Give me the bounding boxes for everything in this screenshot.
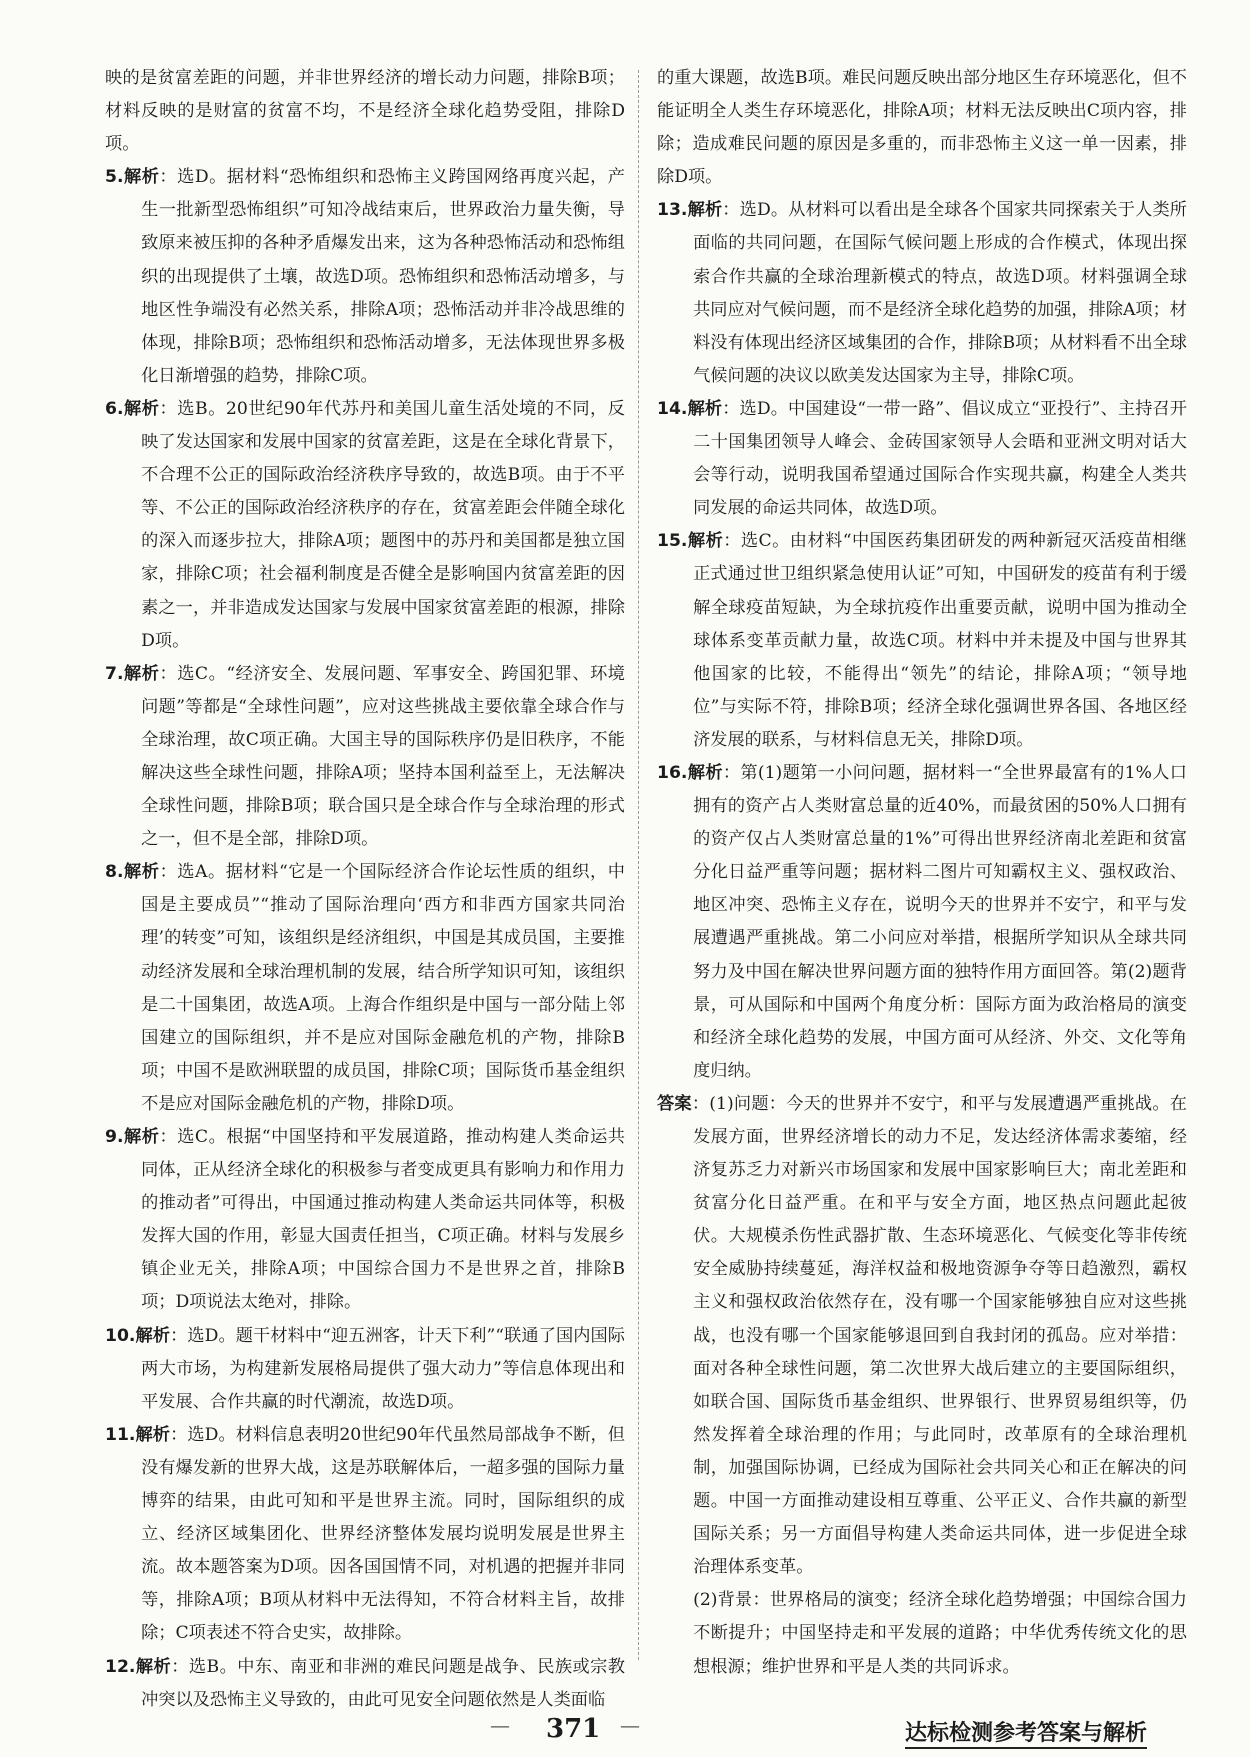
question-number: 6. (105, 398, 124, 419)
analysis-text: ：选D。据材料“恐怖组织和恐怖主义跨国网络再度兴起，产生一批新型恐怖组织”可知冷战结束后，世界政治力量失衡，导致原来被压抑的各种矛盾爆发出来，这为各种恐怖活动和恐怖组织的出现提供了土壤，故选D项。恐怖组织和恐怖活动增多，与地区性争端没有必然关系，排除A项；恐怖活动并非冷战思维的体现，排除B项；恐怖组织和恐怖活动增多，无法体现世界多极化日渐增强的趋势，排除C项。 (141, 167, 625, 386)
analysis-tag: 解析 (123, 663, 160, 684)
question-item (105, 856, 625, 1121)
answer-paragraph-2: (2)背景：世界格局的演变；经济全球化趋势增强；中国综合国力不断提升；中国坚持走和平发展的道路；中华优秀传统文化的思想根源；维护世界和平是人类的共同诉求。 (693, 1590, 1187, 1677)
analysis-text: ：选B。20世纪90年代苏丹和美国儿童生活处境的不同，反映了发达国家和发展中国家的贫富差距，这是在全球化背景下，不合理不公正的国际政治经济秩序导致的，故选B项。由于不平等、不公正的国际政治经济秩序的存在，贫富差距会伴随全球化的深入而逐步拉大，排除A项；题图中的苏丹和美国都是独立国家，排除C项；社会福利制度是否健全是影响国内贫富差距的因素之一，并非造成发达国家与发展中国家贫富差距的根源，排除D项。 (141, 398, 625, 651)
analysis-tag: 解析 (123, 1127, 160, 1147)
analysis-tag: 解析 (135, 1656, 172, 1677)
analysis-text: ：选A。据材料“它是一个国际经济合作论坛性质的组织，中国是主要成员”“推动了国际治理向‘西方和非西方国家共同治理’的转变”可知，该组织是经济组织，中国是其成员国，主要推动经济发展和全球治理机制的发展，结合所学知识可知，该组织是二十国集团，故选A项。上海合作组织是中国与一部分陆上邻国建立的国际组织，并不是应对国际金融危机的产物，排除B项；中国不是欧洲联盟的成员国，排除C项；国际货币基金组织不是应对国际金融危机的产物，排除D项。 (141, 862, 625, 1114)
analysis-tag: 解析 (687, 398, 723, 419)
question-item (105, 1320, 625, 1419)
analysis-text: ：选C。根据“中国坚持和平发展道路，推动构建人类命运共同体，正从经济全球化的积极参与者变成更具有影响力和作用力的推动者”可得出，中国通过推动构建人类命运共同体等，积极发挥大国的作用，彰显大国责任担当，C项正确。材料与发展乡镇企业无关，排除A项；中国综合国力不是世界之首，排除B项；D项说法太绝对，排除。 (141, 1127, 625, 1313)
question-item (105, 1419, 625, 1651)
analysis-tag: 解析 (123, 398, 160, 419)
question-item (105, 1651, 625, 1717)
question-item (657, 757, 1187, 1088)
analysis-text: ：选D。题干材料中“迎五洲客，计天下利”“联通了国内国际两大市场，为构建新发展格局提供了强大动力”等信息体现出和平发展、合作共赢的时代潮流，故选D项。 (141, 1325, 625, 1412)
question-number: 9. (105, 1127, 124, 1147)
analysis-text: ：选C。由材料“中国医药集团研发的两种新冠灭活疫苗相继正式通过世卫组织紧急使用认证”可知，中国研发的疫苗有利于缓解全球疫苗短缺，为全球抗疫作出重要贡献，说明中国为推动全球体系变革贡献力量，故选C项。材料中并未提及中国与世界其他国家的比较，不能得出“领先”的结论，排除A项；“领导地位”与实际不符，排除B项；经济全球化强调世界各国、各地区经济发展的联系，与材料信息无关，排除D项。 (693, 531, 1187, 750)
analysis-tag: 解析 (687, 531, 724, 552)
question-number: 12. (105, 1656, 136, 1677)
continued-text-right: 的重大课题，故选B项。难民问题反映出部分地区生存环境恶化，但不能证明全人类生存环境恶化，排除A项；材料无法反映出C项内容，排除；造成难民问题的原因是多重的，而非恐怖主义这一单一因素，排除D项。 (657, 68, 1187, 188)
analysis-tag: 解析 (135, 1424, 171, 1445)
analysis-text: ：第(1)题第一小问问题，据材料一“全世界最富有的1%人口拥有的资产占人类财富总量的近40%，而最贫困的50%人口拥有的资产仅占人类财富总量的1%”可得出世界经济南北差距和贫富分化日益严重等问题；据材料二图片可知霸权主义、强权政治、地区冲突、恐怖主义存在，说明今天的世界并不安宁，和平与发展遭遇严重挑战。第二小问应对举措，根据所学知识从全球共同努力及中国在解决世界问题方面的独特作用方面回答。第(2)题背景，可从国际和中国两个角度分析：国际方面为政治格局的演变和经济全球化趋势的发展，中国方面可从经济、外交、文化等角度归纳。 (693, 762, 1187, 1081)
question-item (657, 393, 1187, 525)
answer-block (657, 1088, 1187, 1584)
question-number: 7. (105, 663, 124, 684)
question-item (105, 658, 625, 857)
answer-text: ：(1)问题：今天的世界并不安宁，和平与发展遭遇严重挑战。在发展方面，世界经济增长的动力不足，发达经济体需求萎缩，经济复苏乏力对新兴市场国家和发展中国家影响巨大；南北差距和贫富分化日益严重。在和平与安全方面，地区热点问题此起彼伏。大规模杀伤性武器扩散、生态环境恶化、气候变化等非传统安全威胁持续蔓延，海洋权益和极地资源争夺等日趋激烈，霸权主义和强权政治依然存在，没有哪一个国家能够独自应对这些挑战，也没有哪一个国家能够退回到自我封闭的孤岛。应对举措：面对各种全球性问题，第二次世界大战后建立的主要国际组织，如联合国、国际货币基金组织、世界银行、世界贸易组织等，仍然发挥着全球治理的作用；与此同时，改革原有的全球治理机制，加强国际协调，已经成为国际社会共同关心和正在解决的问题。中国一方面推动建设相互尊重、公平正义、合作共赢的新型国际关系；另一方面倡导构建人类命运共同体，进一步促进全球治理体系变革。 (691, 1093, 1187, 1578)
question-number: 14. (657, 398, 688, 419)
analysis-tag: 解析 (135, 1325, 171, 1346)
page-number: 371 (546, 1714, 601, 1744)
analysis-tag: 解析 (687, 762, 723, 783)
right-item-list (657, 194, 1187, 1088)
question-item (105, 1121, 625, 1320)
continued-text: 映的是贫富差距的问题，并非世界经济的增长动力问题，排除B项；材料反映的是财富的贫富不均，不是经济全球化趋势受阻，排除D项。 (105, 68, 625, 155)
analysis-text: ：选D。中国建设“一带一路”、倡议成立“亚投行”、主持召开二十国集团领导人峰会、金砖国家领导人会晤和亚洲文明对话大会等行动，说明我国希望通过国际合作实现共赢，构建全人类共同发展的命运共同体，故选D项。 (693, 398, 1187, 519)
footer-title: 达标检测参考答案与解析 (905, 1716, 1147, 1749)
question-item (657, 525, 1187, 757)
footer-dash-left: — (490, 1713, 510, 1737)
analysis-text: ：选D。从材料可以看出是全球各个国家共同探索关于人类所面临的共同问题，在国际气候问题上形成的合作模式，体现出探索合作共赢的全球治理新模式的特点，故选D项。材料强调全球共同应对气候问题，而不是经济全球化趋势的加强，排除A项；材料没有体现出经济区域集团的合作，排除B项；从材料看不出全球气候问题的决议以欧美发达国家为主导，排除C项。 (693, 200, 1187, 386)
question-number: 5. (105, 167, 124, 188)
analysis-text: ：选B。中东、南亚和非洲的难民问题是战争、民族或宗教冲突以及恐怖主义导致的，由此可见安全问题依然是人类面临 (141, 1656, 625, 1710)
question-number: 15. (657, 531, 688, 552)
column-divider (638, 70, 639, 1660)
question-item (105, 161, 625, 393)
analysis-text: ：选C。“经济安全、发展问题、军事安全、跨国犯罪、环境问题”等都是“全球性问题”，应对这些挑战主要依靠全球合作与全球治理，故C项正确。大国主导的国际秩序仍是旧秩序，不能解决这些全球性问题，排除A项；坚持本国利益至上，无法解决全球性问题，排除B项；联合国只是全球合作与全球治理的形式之一，但不是全部，排除D项。 (141, 663, 625, 850)
question-number: 8. (105, 862, 124, 883)
question-number: 11. (105, 1424, 136, 1445)
analysis-tag: 解析 (687, 200, 723, 221)
footer-dash-right: — (620, 1713, 640, 1737)
analysis-text: ：选D。材料信息表明20世纪90年代虽然局部战争不断，但没有爆发新的世界大战，这是苏联解体后，一超多强的国际力量博弈的结果，由此可知和平是世界主流。同时，国际组织的成立、经济区域集团化、世界经济整体发展均说明发展是世界主流。故本题答案为D项。因各国国情不同，对机遇的把握并非同等，排除A项；B项从材料中无法得知，不符合材料主旨，故排除；C项表述不符合史实，故排除。 (141, 1424, 625, 1644)
question-number: 13. (657, 200, 688, 221)
question-number: 10. (105, 1325, 136, 1346)
left-item-list (105, 161, 625, 1716)
right-column (657, 62, 1187, 1684)
question-item (657, 194, 1187, 393)
analysis-tag: 解析 (123, 862, 160, 883)
analysis-tag: 解析 (123, 167, 160, 188)
left-column (105, 62, 625, 1717)
question-number: 16. (657, 762, 688, 783)
answer-tag: 答案 (657, 1093, 692, 1114)
question-item (105, 393, 625, 658)
